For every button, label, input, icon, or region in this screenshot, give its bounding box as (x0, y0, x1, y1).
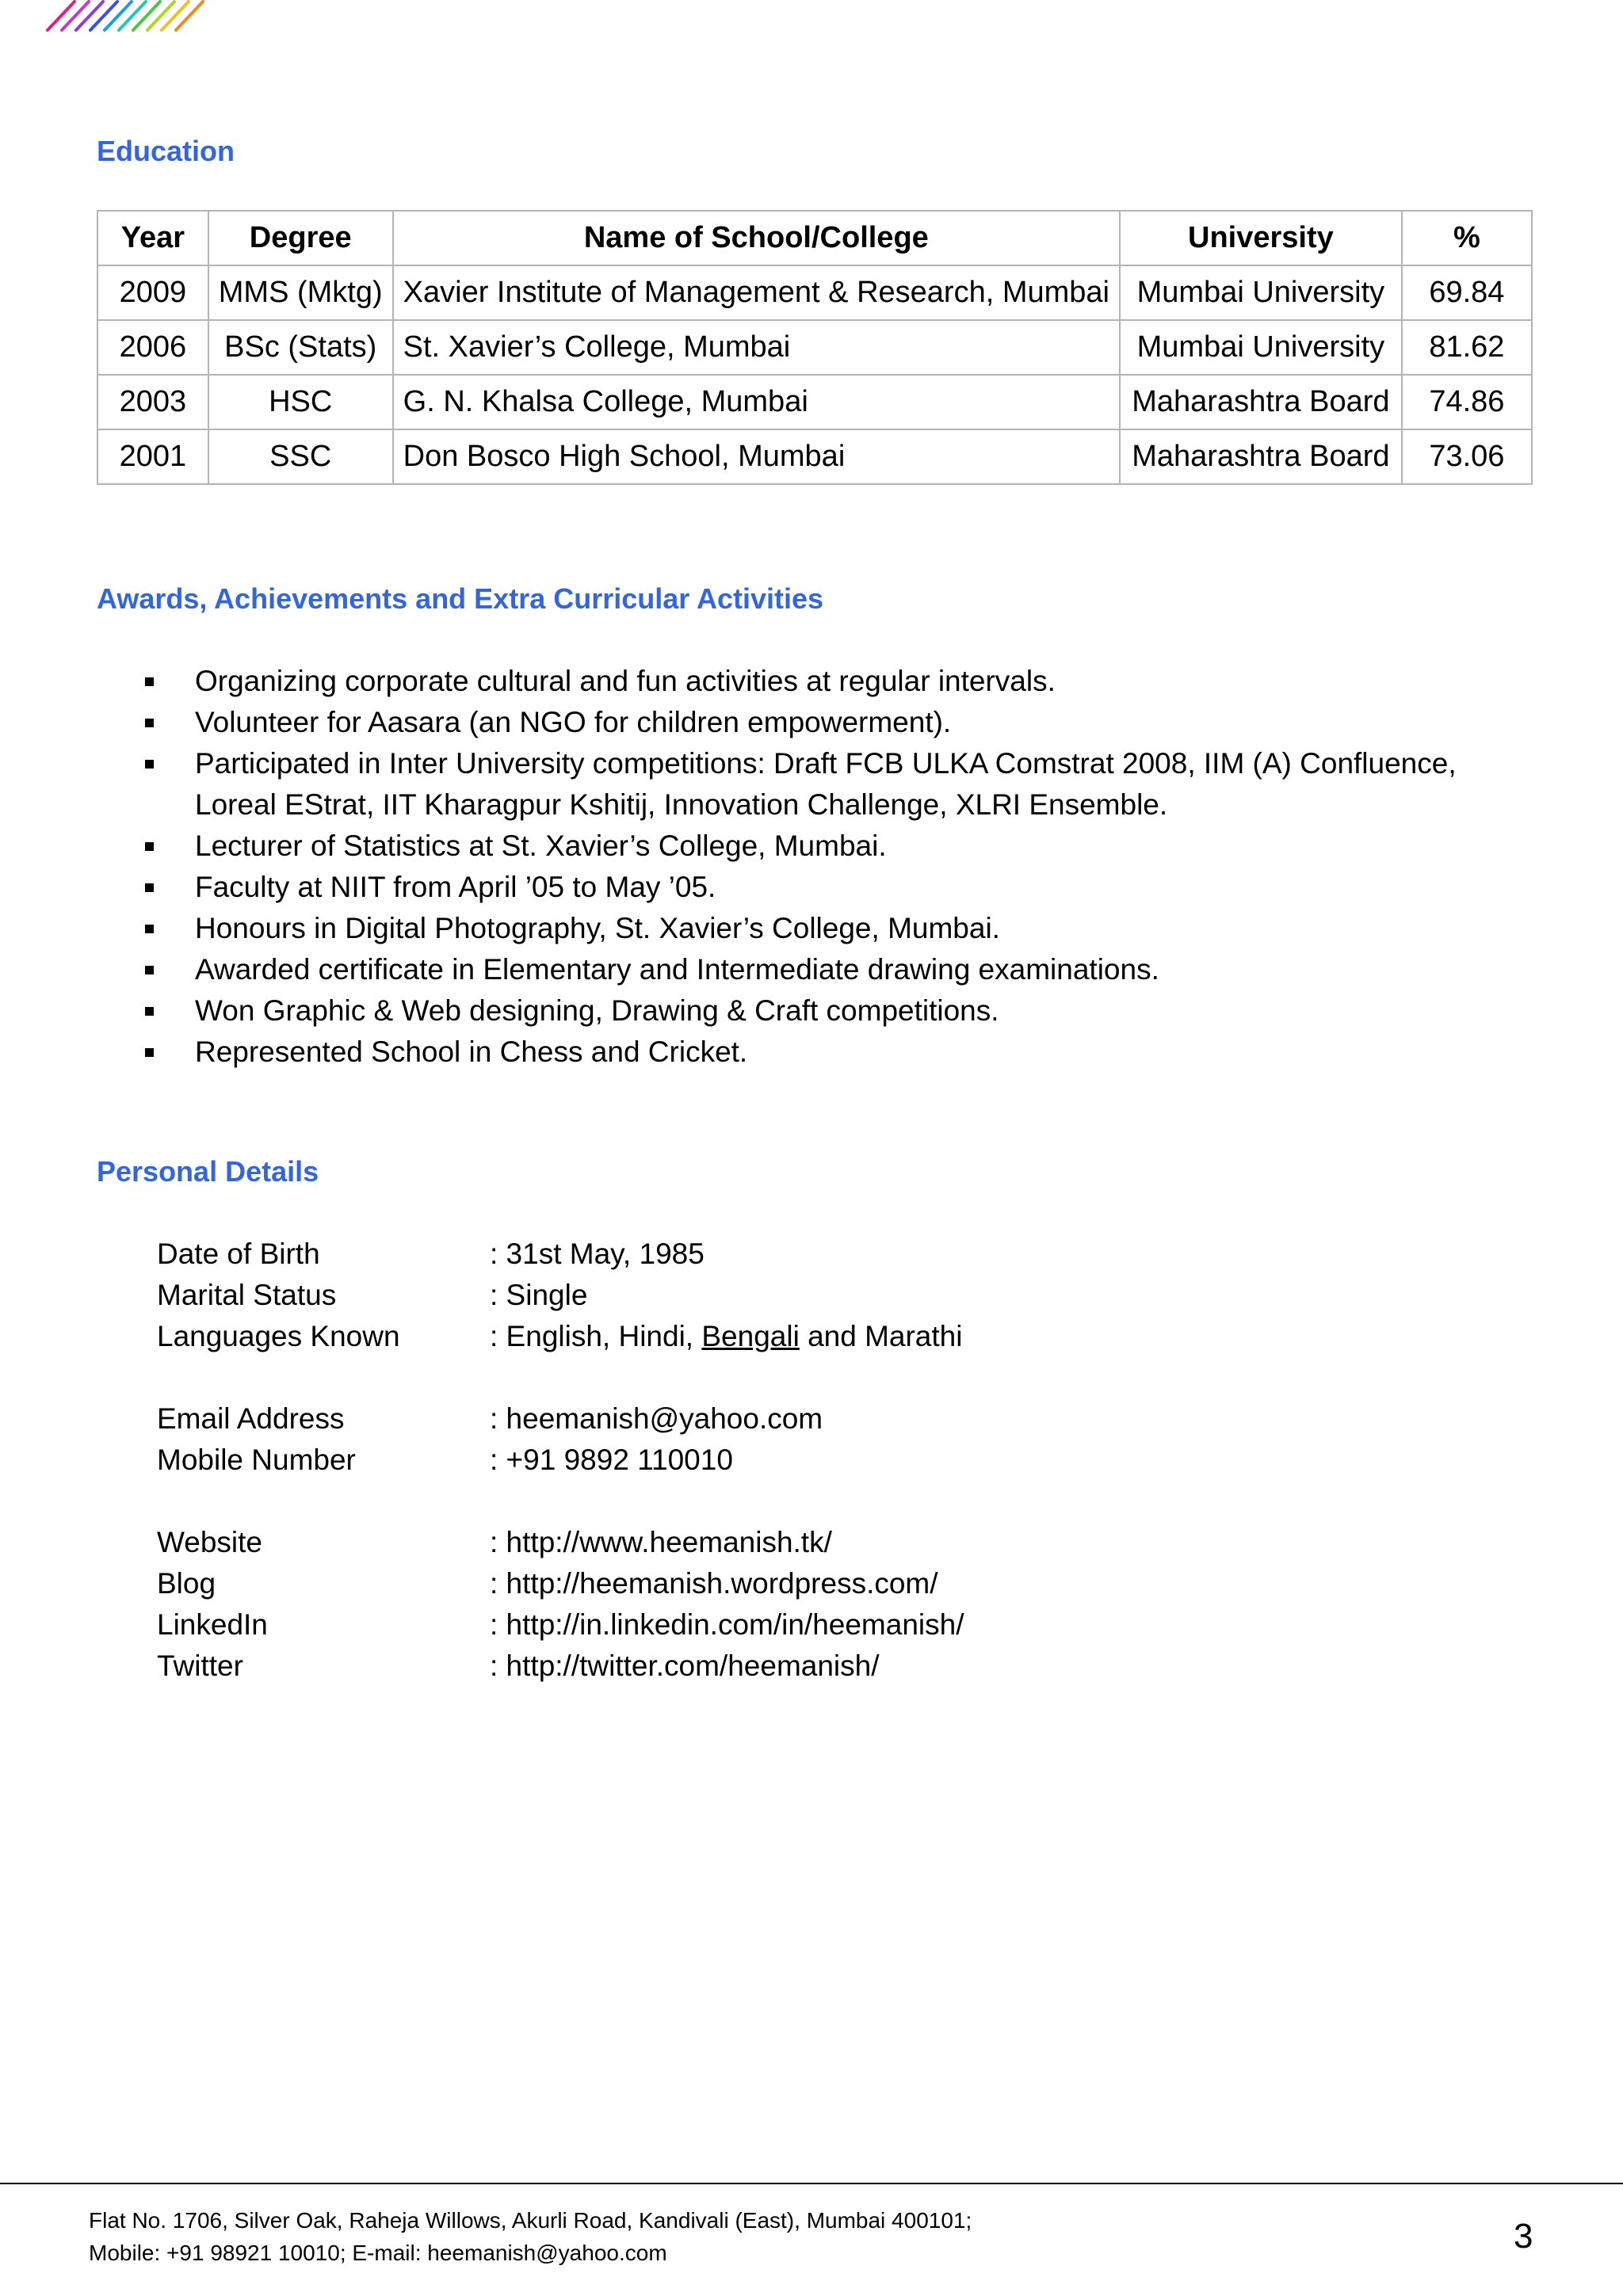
footer-line-1: Flat No. 1706, Silver Oak, Raheja Willows, Akurli Road, Kandivali (East), Mumbai 400101; (89, 2208, 972, 2233)
languages-prefix: : English, Hindi, (490, 1320, 702, 1352)
column-header-school: Name of School/College (393, 211, 1120, 265)
detail-label: Date of Birth (157, 1238, 320, 1270)
footer-line-2: Mobile: +91 98921 10010; E-mail: heemanish@yahoo.com (89, 2241, 667, 2265)
detail-row-website (157, 1522, 964, 1563)
list-item (143, 990, 1529, 1032)
percent-cell: 81.62 (1402, 320, 1532, 375)
detail-label: Email Address (157, 1402, 345, 1435)
list-item (143, 908, 1529, 949)
rainbow-stripes-logo (40, 0, 230, 35)
percent-cell: 69.84 (1402, 265, 1532, 320)
university-cell: Mumbai University (1120, 265, 1402, 320)
logo-stripe (162, 2, 189, 30)
year-cell: 2009 (97, 265, 208, 320)
detail-value: : http://twitter.com/heemanish/ (490, 1650, 880, 1682)
list-item (143, 949, 1529, 990)
spacer (157, 1481, 964, 1522)
logo-stripe (48, 2, 74, 30)
table-row (97, 429, 1532, 484)
percent-cell: 73.06 (1402, 429, 1532, 484)
logo-stripe (90, 2, 117, 30)
detail-row-linkedin (157, 1604, 964, 1646)
list-item (143, 702, 1529, 743)
footer-divider (0, 2183, 1623, 2184)
list-item-text: Volunteer for Aasara (an NGO for children empowerment). (195, 706, 952, 738)
detail-label: Mobile Number (157, 1444, 356, 1476)
square-bullet-icon (145, 842, 154, 851)
detail-row-marital (157, 1275, 964, 1316)
square-bullet-icon (145, 883, 154, 892)
list-item (143, 661, 1529, 702)
square-bullet-icon (145, 719, 154, 727)
square-bullet-icon (145, 1048, 154, 1057)
degree-cell: HSC (208, 375, 393, 429)
logo-stripe (76, 2, 103, 30)
square-bullet-icon (145, 677, 154, 686)
logo-stripe (105, 2, 132, 30)
detail-value: : +91 9892 110010 (490, 1444, 733, 1476)
page-number: 3 (1514, 2217, 1533, 2256)
square-bullet-icon (145, 760, 154, 769)
detail-value (490, 1316, 962, 1357)
percent-cell: 74.86 (1402, 375, 1532, 429)
table-row (97, 320, 1532, 375)
list-item-text: Organizing corporate cultural and fun activities at regular intervals. (195, 665, 1056, 697)
footer-address (89, 2204, 972, 2269)
detail-label: LinkedIn (157, 1608, 268, 1641)
detail-label: Website (157, 1526, 262, 1558)
languages-underlined: Bengali (701, 1320, 800, 1352)
education-table (97, 210, 1533, 485)
education-header-row (97, 211, 1532, 265)
list-item (143, 1032, 1529, 1073)
square-bullet-icon (145, 925, 154, 933)
personal-details (157, 1234, 964, 1687)
list-item-text: Faculty at NIIT from April ’05 to May ’05. (195, 871, 716, 903)
column-header-year: Year (97, 211, 208, 265)
list-item-text: Lecturer of Statistics at St. Xavier’s College, Mumbai. (195, 830, 887, 862)
year-cell: 2003 (97, 375, 208, 429)
square-bullet-icon (145, 966, 154, 974)
list-item-text: Awarded certificate in Elementary and Intermediate drawing examinations. (195, 953, 1159, 986)
detail-row-languages (157, 1316, 964, 1357)
awards-heading: Awards, Achievements and Extra Curricular Activities (97, 582, 824, 615)
university-cell: Mumbai University (1120, 320, 1402, 375)
detail-row-twitter (157, 1646, 964, 1687)
year-cell: 2001 (97, 429, 208, 484)
languages-suffix: and Marathi (799, 1320, 963, 1352)
logo-stripe (133, 2, 160, 30)
detail-value: : Single (490, 1279, 588, 1311)
detail-row-blog (157, 1563, 964, 1604)
list-item-text: Participated in Inter University competitions: Draft FCB ULKA Comstrat 2008, IIM (A) Confluence, Loreal EStrat, IIT Kharagpur Kshitij, Innovation Challenge, XLRI Ensemble. (195, 747, 1457, 821)
detail-label: Blog (157, 1567, 216, 1600)
university-cell: Maharashtra Board (1120, 375, 1402, 429)
detail-row-dob (157, 1234, 964, 1275)
table-row (97, 265, 1532, 320)
school-cell: Xavier Institute of Management & Research, Mumbai (393, 265, 1120, 320)
detail-value: : http://in.linkedin.com/in/heemanish/ (490, 1608, 964, 1641)
list-item-text: Represented School in Chess and Cricket. (195, 1035, 748, 1068)
column-header-degree: Degree (208, 211, 393, 265)
education-heading: Education (97, 135, 235, 167)
personal-details-heading: Personal Details (97, 1155, 319, 1188)
detail-label: Languages Known (157, 1320, 400, 1352)
logo-stripe (176, 2, 203, 30)
square-bullet-icon (145, 1007, 154, 1016)
university-cell: Maharashtra Board (1120, 429, 1402, 484)
table-row (97, 375, 1532, 429)
detail-value: : http://www.heemanish.tk/ (490, 1526, 832, 1558)
logo-stripe (62, 2, 89, 30)
list-item (143, 743, 1529, 826)
list-item-text: Honours in Digital Photography, St. Xavier’s College, Mumbai. (195, 912, 1000, 944)
logo-stripe (119, 2, 146, 30)
school-cell: St. Xavier’s College, Mumbai (393, 320, 1120, 375)
detail-value: : heemanish@yahoo.com (490, 1402, 823, 1435)
degree-cell: MMS (Mktg) (208, 265, 393, 320)
degree-cell: BSc (Stats) (208, 320, 393, 375)
logo-stripe (147, 2, 174, 30)
detail-row-mobile (157, 1440, 964, 1481)
list-item (143, 826, 1529, 867)
column-header-university: University (1120, 211, 1402, 265)
school-cell: Don Bosco High School, Mumbai (393, 429, 1120, 484)
detail-row-email (157, 1398, 964, 1440)
list-item-text: Won Graphic & Web designing, Drawing & Craft competitions. (195, 994, 999, 1027)
degree-cell: SSC (208, 429, 393, 484)
detail-label: Twitter (157, 1650, 243, 1682)
list-item (143, 867, 1529, 908)
column-header-percent: % (1402, 211, 1532, 265)
detail-value: : http://heemanish.wordpress.com/ (490, 1567, 938, 1600)
awards-list (143, 661, 1529, 1073)
year-cell: 2006 (97, 320, 208, 375)
school-cell: G. N. Khalsa College, Mumbai (393, 375, 1120, 429)
detail-value: : 31st May, 1985 (490, 1238, 705, 1270)
detail-label: Marital Status (157, 1279, 337, 1311)
spacer (157, 1357, 964, 1398)
